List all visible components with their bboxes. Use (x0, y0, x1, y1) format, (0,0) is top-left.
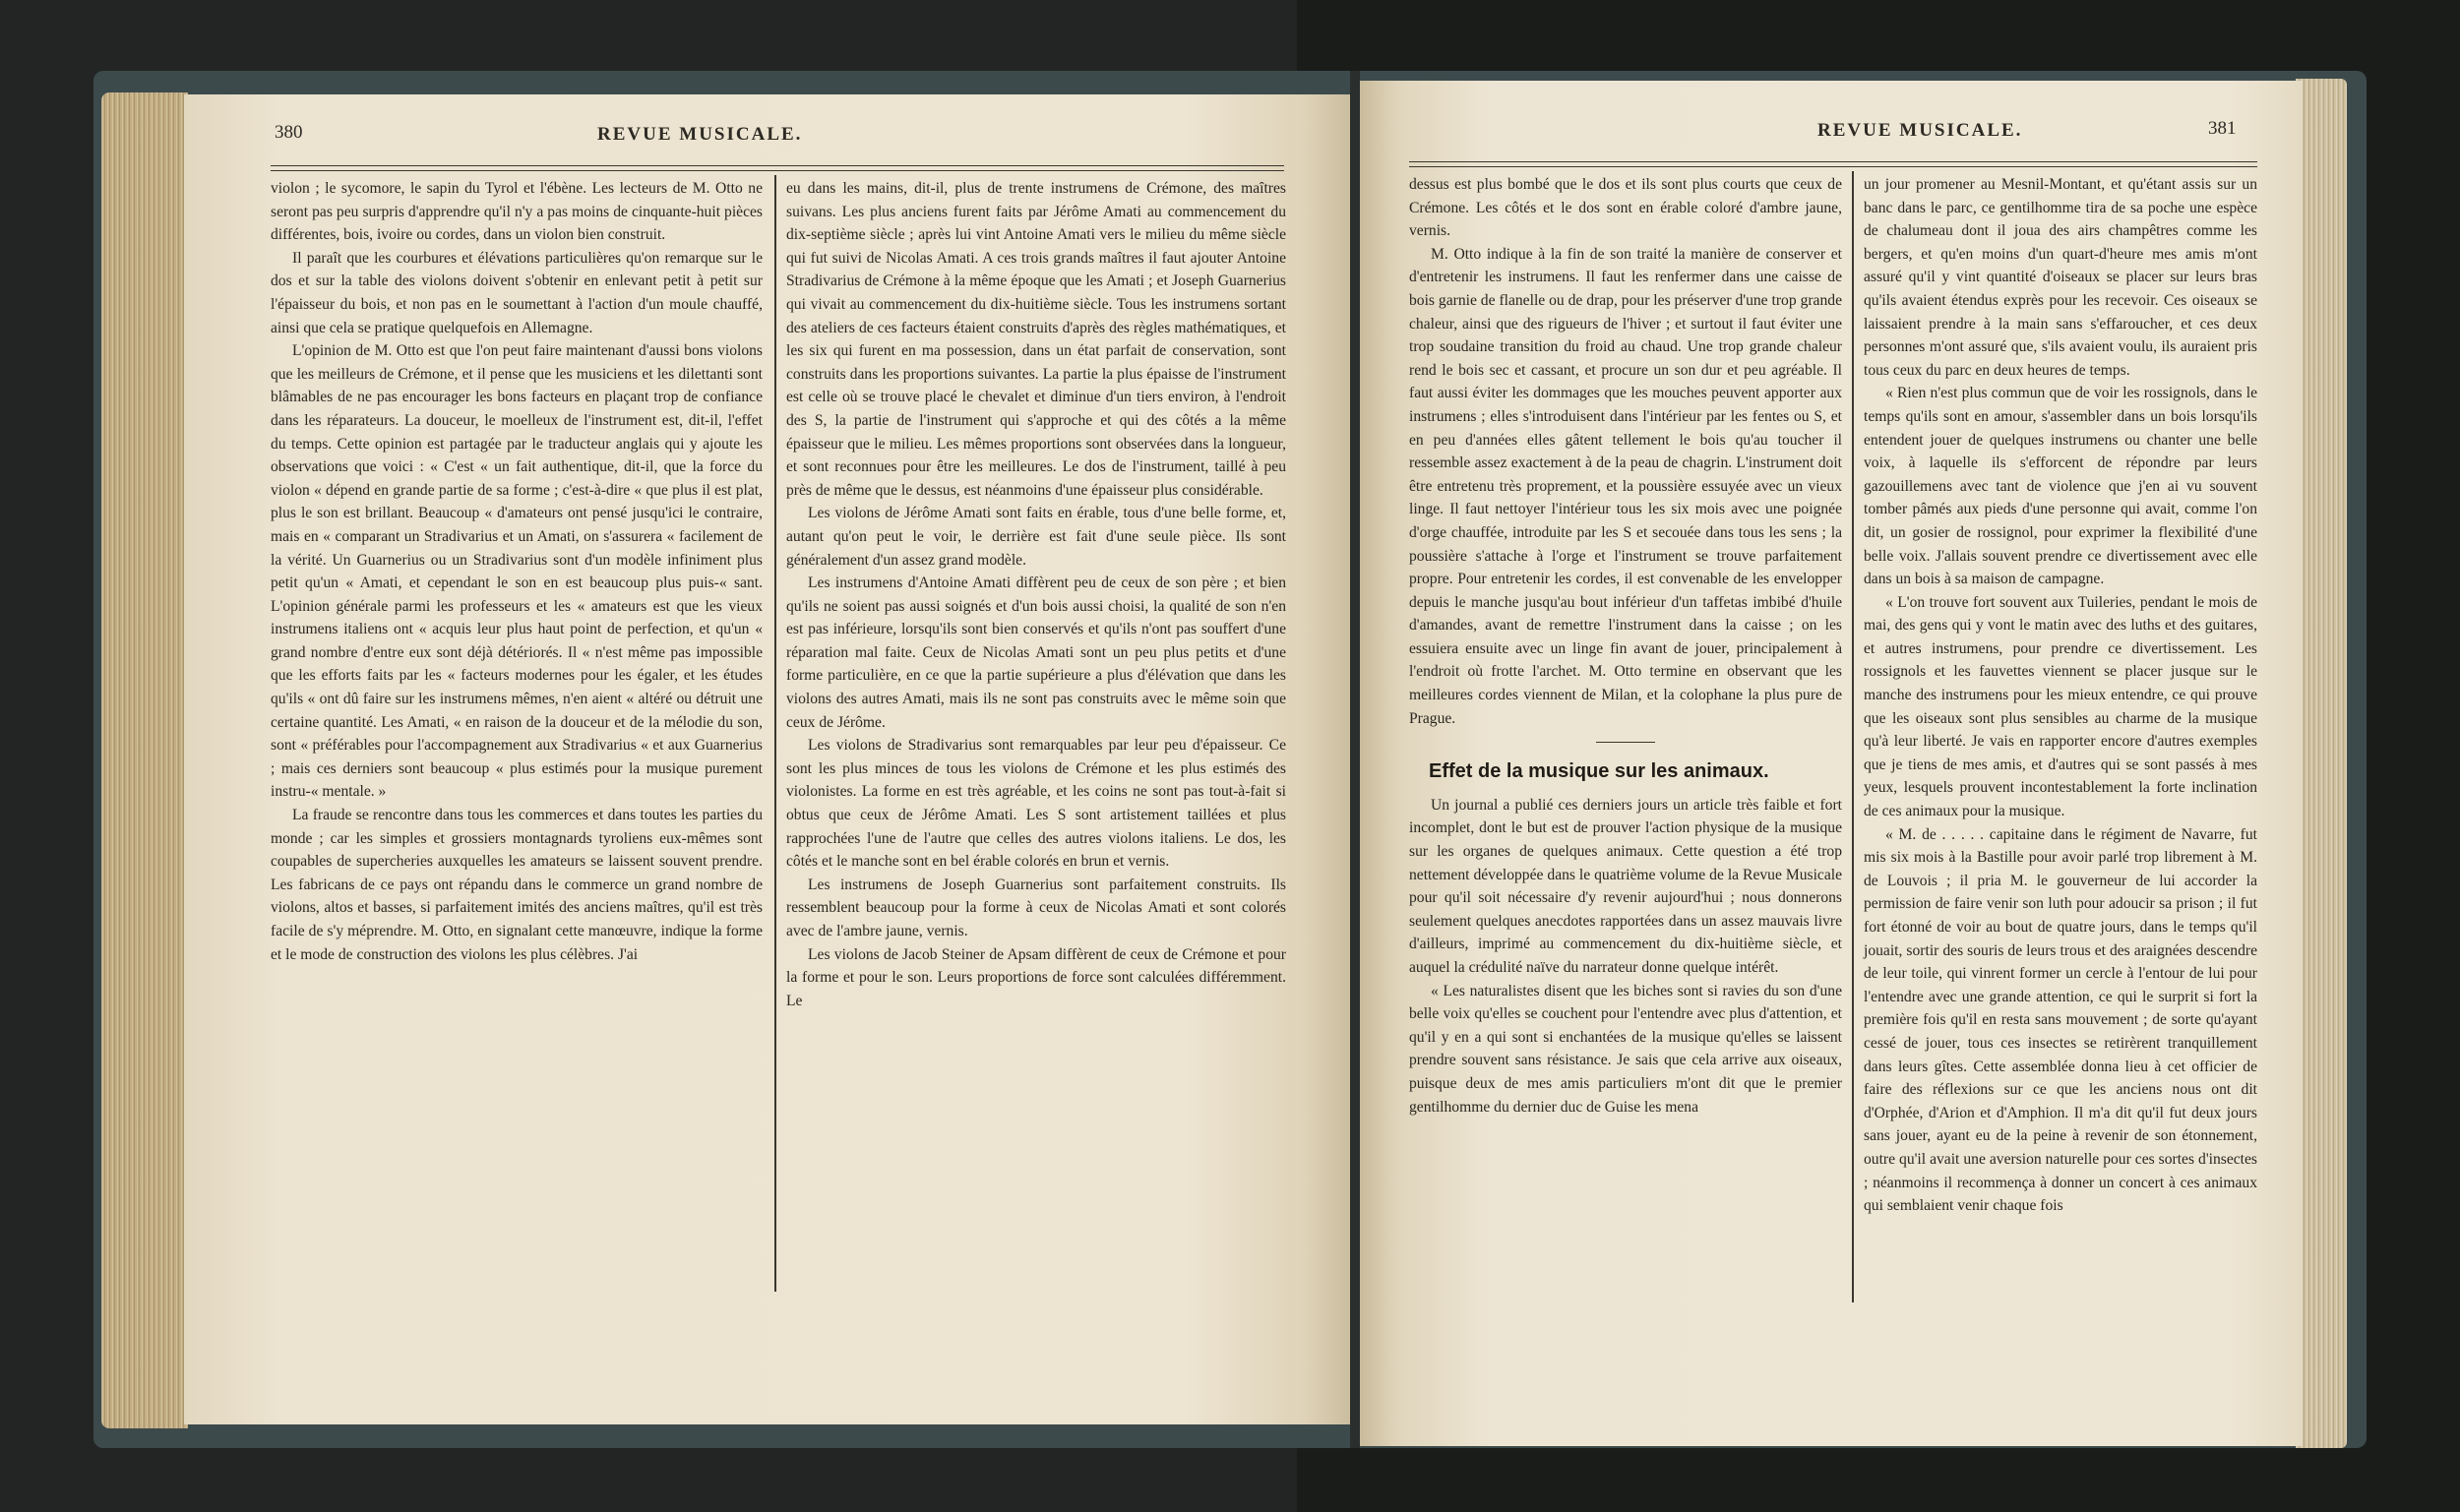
paragraph: Les instrumens d'Antoine Amati diffèrent peu de ceux de son père ; et bien qu'ils ne soient pas aussi soignés et d'un bois aussi choisi, la qualité de son n'en est pas inférieure, lorsqu'ils sont bien conservés et qu'ils n'ont pas souffert d'une réparation mal faite. Ceux de Nicolas Amati sont un peu plus petits et d'une forme particulière, en ce que la partie supérieure a plus d'élévation que dans les violons des autres Amati, mais ils ne sont pas construits avec le même soin que ceux de Jérôme. (786, 575, 1286, 731)
text-column-2 (1864, 173, 2257, 1218)
paragraph: « Les naturalistes disent que les biches sont si ravies du son d'une belle voix qu'elles se couchent pour l'entendre avec plus d'attention, et qu'il y en a qui sont si enchantées de la musique qu'elles se laissent prendre souvent sans résistance. Je sais que cela arrive aux oiseaux, puisque deux de mes amis particuliers m'ont dit que le premier gentilhomme du dernier duc de Guise les mena (1409, 982, 1842, 1116)
paragraph: Les violons de Jérôme Amati sont faits en érable, tous d'une belle forme, et, autant qu'on peut le voir, le derrière est fait d'une seule pièce. Ils sont généralement d'un assez grand modèle. (786, 505, 1286, 569)
book-gutter (1350, 71, 1360, 1448)
paragraph: eu dans les mains, dit-il, plus de trente instrumens de Crémone, des maîtres suivans. Les plus anciens furent faits par Jérôme Amati au commencement du dix-septième siècle ; après lui vint Antoine Amati vers le milieu du même siècle qui fut suivi de Nicolas Amati. A ces trois grands maîtres il faut ajouter Antoine Stradivarius de Crémone à la même époque que les Amati ; et Joseph Guarnerius qui vivait au commencement du dix-huitième siècle. Tous les instrumens sortant des ateliers de ces facteurs étaient construits d'après des règles mathématiques, et les six qui furent en ma possession, dans un état parfait de conservation, sont construits dans les proportions suivantes. La partie la plus épaisse de l'instrument est celle où se trouve placé le chevalet et diminue d'un tiers environ, à l'endroit des S, la partie de l'instrument qui s'approche et qui des côtés a la même épaisseur que le milieu. Les mêmes proportions sont observées dans la longueur, et sont reconnues pour être les meilleures. Le dos de l'instrument, taillé à peu près de même que le dessus, est néanmoins d'une épaisseur plus considérable. (786, 180, 1286, 499)
section-divider (1596, 742, 1655, 743)
paragraph: Il paraît que les courbures et élévations particulières qu'on remarque sur le dos et sur la table des violons doivent s'obtenir en enlevant petit à petit sur l'épaisseur du bois, et non pas en le soumettant à l'action d'un moule chauffé, ainsi que cela se pratique quelquefois en Allemagne. (271, 249, 763, 336)
paragraph: La fraude se rencontre dans tous les commerces et dans toutes les parties du monde ; car les simples et grossiers montagnards tyroliens eux-mêmes sont coupables de supercheries auxquelles les amateurs se laissent souvent prendre. Les fabricans de ce pays ont répandu dans le commerce un grand nombre de violons, altos et basses, si parfaitement imités des anciens maîtres, qu'il est très facile de s'y méprendre. M. Otto, en signalant cette manœuvre, indique la forme et le mode de construction des violons les plus célèbres. J'ai (271, 807, 763, 963)
paragraph: un jour promener au Mesnil-Montant, et qu'étant assis sur un banc dans le parc, ce gentilhomme tira de sa poche une espèce de chalumeau dont il joua des airs champêtres comme les bergers, et qu'en moins d'un quart-d'heure mes amis m'ont assuré qu'il y vint quantité d'oiseaux se placer sur leurs bras qu'ils avaient étendus exprès pour les recevoir. Ces oiseaux se laissaient prendre à la main sans s'effaroucher, et ces deux personnes m'ont assuré que, s'ils avaient voulu, ils auraient pris tous ceux du parc en deux heures de temps. (1864, 176, 2257, 379)
left-page (184, 94, 1350, 1424)
right-page (1360, 81, 2303, 1446)
open-book (93, 71, 2367, 1448)
paragraph: Un journal a publié ces derniers jours un article très faible et fort incomplet, dont le but est de prouver l'action physique de la musique sur les organes de quelques animaux. Cette question a été trop nettement développée dans le quatrième volume de la Revue Musicale pour qu'il soit nécessaire d'y revenir aujourd'hui ; nous donnerons seulement quelques anecdotes rapportées dans un assez mauvais livre d'ailleurs, imprimé au commencement du dix-huitième siècle, et auquel la crédulité naïve du narrateur donne quelque intérêt. (1409, 796, 1842, 976)
header-rule (1409, 161, 2257, 162)
paragraph: M. Otto indique à la fin de son traité la manière de conserver et d'entretenir les instrumens. Il faut les renfermer dans une caisse de bois garnie de flanelle ou de drap, pour les préserver d'une trop grande chaleur, ainsi que des rigueurs de l'hiver ; et surtout il faut éviter une trop soudaine transition du froid au chaud. Une trop grande chaleur rend le bois sec et cassant, et procure un son dur et peu agréable. Il faut aussi éviter les dommages que les mouches peuvent apporter aux instrumens ; elles s'introduisent dans l'intérieur par les fentes ou S, et en peu d'années elles gâtent tellement le bois qu'au toucher il ressemble assez exactement à de la peau de chagrin. L'instrument doit être entretenu très proprement, et la poussière essuyée avec un vieux linge. Il faut nettoyer l'intérieur tous les six mois avec une poignée d'orge chauffée, introduite par les S et secouée dans tous les sens ; la poussière s'attache à l'orge et l'instrument se trouve parfaitement propre. Pour entretenir les cordes, il est convenable de les envelopper depuis le manche jusqu'au bout inférieur d'un taffetas imbibé d'huile d'amandes, avant de remettre l'instrument dans la caisse ; on les essuiera ensuite avec un linge fin avant de jouer, principalement à l'endroit où frotte l'archet. M. Otto termine en observant que les meilleures cordes viennent de Milan, et la colophane la plus pure de Prague. (1409, 245, 1842, 727)
paragraph: Les instrumens de Joseph Guarnerius sont parfaitement construits. Ils ressemblent beaucoup pour la forme à ceux de Nicolas Amati et sont colorés avec de l'ambre jaune, vernis. (786, 876, 1286, 939)
paragraph: « M. de . . . . . capitaine dans le régiment de Navarre, fut mis six mois à la Bastille pour avoir parlé trop librement à M. de Louvois ; il pria M. le gouverneur de lui accorder la permission de faire venir son luth pour adoucir sa prison ; il fut fort étonné de voir au bout de quatre jours, dans le temps qu'il jouait, sortir des souris de leurs trous et des araignées descendre de leur toile, qui vinrent former un cercle à l'entour de lui pour l'entendre avec une grande attention, ce qui le surprit si fort la première fois qu'il en resta sans mouvement ; de sorte qu'ayant cessé de jouer, tous ces insectes se retirèrent tranquillement dans leurs gîtes. Cette assemblée donna lieu à cet officier de faire des réflexions sur ce que les anciens nous ont dit d'Orphée, d'Arion et d'Amphion. Il m'a dit qu'il fut deux jours sans jouer, ayant eu de la peine à revenir de son étonnement, outre qu'il avait une aversion naturelle pour ces sortes d'insectes ; néanmoins il recommença à donner un concert à ces animaux qui semblaient venir chaque fois (1864, 825, 2257, 1215)
page-number: 380 (275, 122, 303, 143)
running-head: REVUE MUSICALE. (1817, 120, 2023, 141)
running-head: REVUE MUSICALE. (597, 124, 803, 145)
text-column-1 (271, 177, 763, 966)
paragraph: « L'on trouve fort souvent aux Tuileries, pendant le mois de mai, des gens qui y vont le matin avec des luths et des guitares, et autres instrumens, pour prendre ce divertissement. Les rossignols et les fauvettes viennent se placer jusque sur le manche des instrumens pour les mieux entendre, ce qui prouve que les oiseaux sont plus sensibles au charme de la musique qu'à leur liberté. Je vais en rapporter encore d'autres exemples que je tiens de mes amis, et d'autres qui se sont passés à mes yeux, lesquels prouvent incontestablement la forte inclination de ces animaux pour la musique. (1864, 593, 2257, 820)
paragraph: L'opinion de M. Otto est que l'on peut faire maintenant d'aussi bons violons que les meilleurs de Crémone, et il pense que les musiciens et les dilettanti sont blâmables de ne pas encourager les bons facteurs en plaçant trop de confiance dans les réparateurs. La douceur, le moelleux de l'instrument est, dit-il, l'effet du temps. Cette opinion est partagée par le traducteur anglais qui y ajoute les observations que voici : « C'est « un fait authentique, dit-il, que la force du violon « dépend en grande partie de sa forme ; c'est-à-dire « que plus il est plat, plus le son est brillant. Beaucoup « d'amateurs ont pensé jusqu'ici le contraire, mais en « comparant un Stradivarius et un Amati, on s'assurera « facilement de la vérité. Un Guarnerius ou un Stradivarius sont d'un modèle infiniment plus petit qu'un « Amati, et cependant le son en est beaucoup plus puis-« sant. L'opinion générale parmi les professeurs et les « amateurs est que les vieux instrumens italiens ont « acquis leur plus haut point de perfection, et qu'un « grand nombre d'entre eux sont déjà détériorés. Il « n'est même pas impossible que les efforts faits par les « facteurs modernes pour les égaler, et les études qu'ils « ont dû faire sur les instrumens mêmes, n'en aient « altéré ou détruit une certaine quantité. Les Amati, « en raison de la douceur et de la mélodie du son, sont « préférables pour l'accompagnement aux Stradivarius « et aux Guarnerius ; mais ces derniers sont beaucoup « plus estimés pour la musique purement instru-« mentale. » (271, 342, 763, 801)
column-divider (1852, 171, 1854, 1302)
section-heading: Effet de la musique sur les animaux. (1429, 760, 1769, 783)
page-edges-right (2296, 79, 2347, 1448)
text-column-1 (1409, 173, 1842, 1119)
page-number: 381 (2208, 118, 2237, 139)
text-column-2 (786, 177, 1286, 1012)
paragraph: Les violons de Jacob Steiner de Apsam diffèrent de ceux de Crémone et pour la forme et pour le son. Leurs proportions de force sont calculées différemment. Le (786, 945, 1286, 1009)
header-rule (271, 170, 1284, 171)
paragraph: Les violons de Stradivarius sont remarquables par leur peu d'épaisseur. Ce sont les plus minces de tous les violons de Crémone et les plus estimés des violonistes. La forme en est très agréable, et les coins ne sont pas tout-à-fait si obtus que ceux de Jérôme Amati. Les S sont artistement taillées et plus rapprochées l'une de l'autre que celles des autres violons italiens. Le dos, les côtés et le manche sont en bel érable colorés en brun et vernis. (786, 737, 1286, 871)
page-edges-left (101, 92, 188, 1428)
column-divider (774, 175, 776, 1292)
paragraph: violon ; le sycomore, le sapin du Tyrol et l'ébène. Les lecteurs de M. Otto ne seront pas peu surpris d'apprendre qu'il n'y a pas moins de cinquante-huit pièces différentes, bois, ivoire ou cordes, dans un violon bien construit. (271, 180, 763, 244)
header-rule (271, 165, 1284, 166)
header-rule (1409, 166, 2257, 167)
paragraph: dessus est plus bombé que le dos et ils sont plus courts que ceux de Crémone. Les côtés et le dos sont en érable coloré d'ambre jaune, vernis. (1409, 176, 1842, 240)
paragraph: « Rien n'est plus commun que de voir les rossignols, dans le temps qu'ils sont en amour, s'assembler dans un bois lorsqu'ils entendent jouer de quelques instrumens ou chanter une belle voix, à laquelle ils s'efforcent de répondre par leurs gazouillemens avec tant de violence que j'en ai vu souvent tomber pâmés aux pieds d'une personne qui avait, comme l'on dit, un gosier de rossignol, pour exprimer la flexibilité d'une belle voix. J'allais souvent prendre ce divertissement avec elle dans un bois à sa maison de campagne. (1864, 385, 2257, 588)
